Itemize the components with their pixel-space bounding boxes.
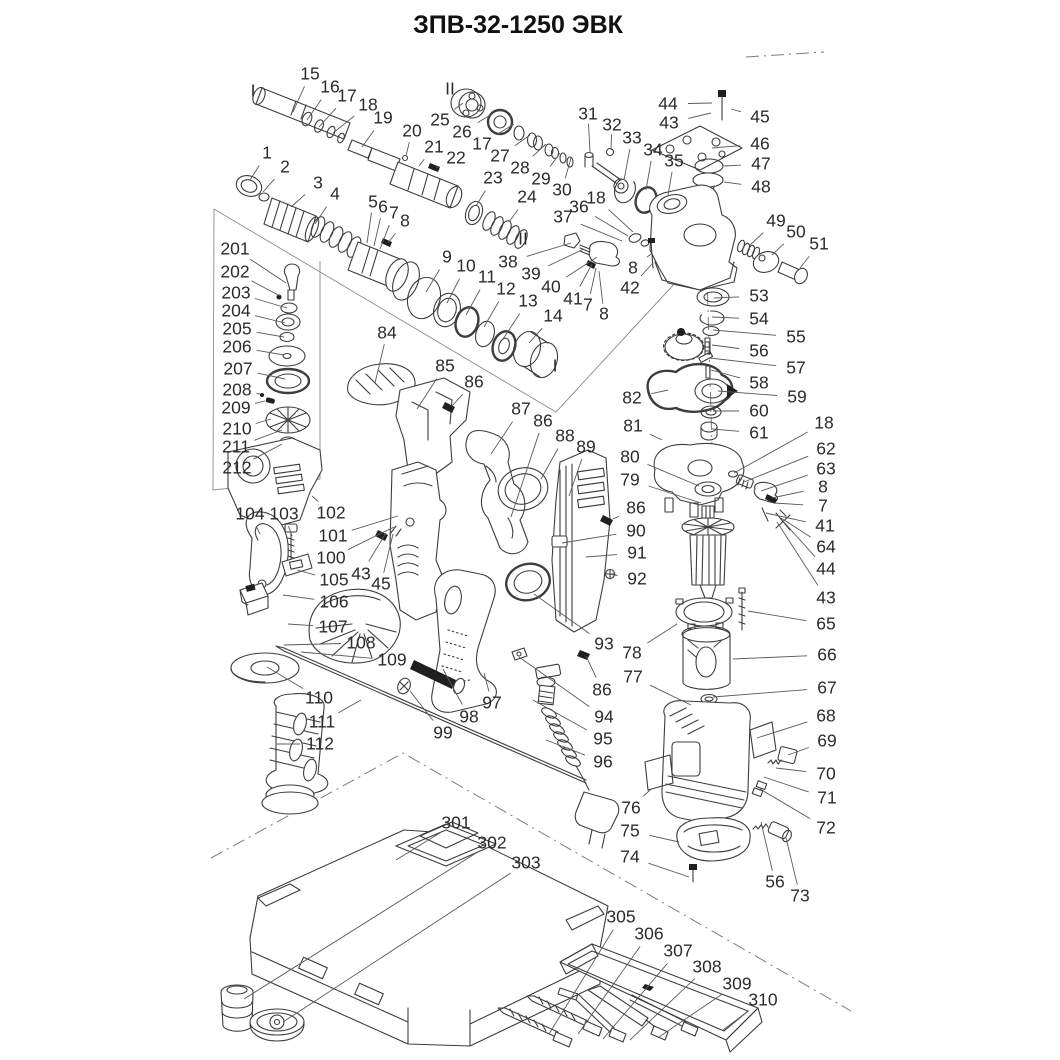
leader-line xyxy=(613,516,619,519)
leader-line xyxy=(595,216,628,236)
part-label-1: 1 xyxy=(262,142,272,163)
leader-line xyxy=(748,611,806,621)
part-label-8: 8 xyxy=(400,210,410,231)
part-label-86: 86 xyxy=(533,410,553,431)
leader-line xyxy=(750,233,763,245)
part-label-201: 201 xyxy=(220,238,250,259)
part-label-82: 82 xyxy=(622,387,642,408)
gear-column-group xyxy=(648,288,738,440)
part-label-81: 81 xyxy=(623,415,643,436)
leader-line xyxy=(367,213,372,244)
part-label-308: 308 xyxy=(692,956,722,977)
leader-line xyxy=(252,281,281,296)
part-label-3: 3 xyxy=(313,172,323,193)
leader-line xyxy=(283,595,314,599)
part-label-58: 58 xyxy=(749,372,769,393)
leader-line xyxy=(599,271,603,304)
part-label-96: 96 xyxy=(593,751,613,772)
motor-housing-group xyxy=(645,701,797,882)
leader-line xyxy=(648,863,689,877)
part-label-24: 24 xyxy=(517,186,537,207)
part-label-18: 18 xyxy=(586,187,606,208)
part-label-32: 32 xyxy=(602,114,622,135)
leader-line xyxy=(650,434,662,440)
leader-line xyxy=(650,685,691,705)
leader-line xyxy=(257,332,284,337)
leader-line xyxy=(731,109,741,112)
part-label-7: 7 xyxy=(818,495,828,516)
part-label-54: 54 xyxy=(749,308,769,329)
part-label-100: 100 xyxy=(316,547,346,568)
part-label-63: 63 xyxy=(816,458,836,479)
leader-line xyxy=(781,518,811,537)
part-label-89: 89 xyxy=(576,436,596,457)
part-label-33: 33 xyxy=(622,127,642,148)
part-label-60: 60 xyxy=(749,400,769,421)
part-label-25: 25 xyxy=(430,109,450,130)
part-label-80: 80 xyxy=(620,446,640,467)
part-label-77: 77 xyxy=(623,666,643,687)
part-label-94: 94 xyxy=(594,706,614,727)
part-label-38: 38 xyxy=(498,251,518,272)
part-label-104: 104 xyxy=(235,503,265,524)
part-label-74: 74 xyxy=(620,846,640,867)
leader-line xyxy=(466,290,480,316)
leader-line xyxy=(641,264,652,276)
mode-selector-group xyxy=(564,232,655,269)
leader-line xyxy=(609,210,633,232)
leader-line xyxy=(647,624,677,643)
part-label-305: 305 xyxy=(606,906,636,927)
part-label-107: 107 xyxy=(318,616,348,637)
part-label-7: 7 xyxy=(389,202,399,223)
part-label-45: 45 xyxy=(750,106,770,127)
part-label-18: 18 xyxy=(358,94,378,115)
part-label-204: 204 xyxy=(221,300,251,321)
part-label-6: 6 xyxy=(378,196,388,217)
leader-line xyxy=(581,224,622,241)
part-label-41: 41 xyxy=(563,288,583,309)
part-label-87: 87 xyxy=(511,398,531,419)
leader-line xyxy=(688,103,712,104)
part-label-42: 42 xyxy=(620,277,640,298)
part-label-103: 103 xyxy=(269,503,299,524)
part-label-203: 203 xyxy=(221,282,251,303)
leader-line xyxy=(724,165,741,166)
leader-line xyxy=(624,149,630,180)
part-label-17: 17 xyxy=(472,133,492,154)
part-label-4: 4 xyxy=(330,183,340,204)
part-label-9: 9 xyxy=(442,246,452,267)
part-label-90: 90 xyxy=(626,520,646,541)
part-label-102: 102 xyxy=(316,502,346,523)
leader-line xyxy=(406,142,409,156)
part-label-211: 211 xyxy=(222,436,250,457)
leader-line xyxy=(527,243,571,256)
leader-line xyxy=(426,270,440,292)
part-label-23: 23 xyxy=(483,167,503,188)
part-label-73: 73 xyxy=(790,885,810,906)
part-label-12: 12 xyxy=(496,278,516,299)
part-label-11: 11 xyxy=(477,266,497,287)
leader-line xyxy=(764,777,809,792)
part-label-97: 97 xyxy=(482,692,502,713)
leader-line xyxy=(611,134,612,150)
leader-line xyxy=(256,419,271,424)
leader-line xyxy=(688,113,711,118)
leader-line xyxy=(586,656,596,678)
part-label-49: 49 xyxy=(766,210,786,231)
part-label-29: 29 xyxy=(531,168,551,189)
part-label-93: 93 xyxy=(594,633,614,654)
leader-line xyxy=(509,210,518,223)
part-label-306: 306 xyxy=(634,923,664,944)
leader-line xyxy=(714,297,739,298)
leader-line xyxy=(297,570,315,575)
leader-line xyxy=(338,700,361,713)
part-label-72: 72 xyxy=(816,817,836,838)
part-label-310: 310 xyxy=(748,989,778,1010)
part-label-64: 64 xyxy=(816,536,836,557)
armature-group xyxy=(654,444,744,619)
part-label-26: 26 xyxy=(452,121,472,142)
part-label-45: 45 xyxy=(371,573,391,594)
part-label-31: 31 xyxy=(578,103,598,124)
part-label-61: 61 xyxy=(749,422,769,443)
part-label-17: 17 xyxy=(337,85,357,106)
leader-line xyxy=(733,656,807,659)
leader-line xyxy=(760,789,810,819)
leader-line xyxy=(565,158,571,179)
part-label-209: 209 xyxy=(221,397,251,418)
sub-assembly-201-212 xyxy=(260,264,310,460)
leader-line xyxy=(776,768,806,772)
part-label-84: 84 xyxy=(377,322,397,343)
part-label-51: 51 xyxy=(809,233,829,254)
part-label-41: 41 xyxy=(815,515,835,536)
part-label-95: 95 xyxy=(593,728,613,749)
part-label-202: 202 xyxy=(220,261,250,282)
part-label-301: 301 xyxy=(441,812,471,833)
part-label-7: 7 xyxy=(583,294,593,315)
part-label-85: 85 xyxy=(435,355,455,376)
leader-line xyxy=(713,690,807,697)
part-label-30: 30 xyxy=(552,179,572,200)
part-label-5: 5 xyxy=(368,191,378,212)
part-label-79: 79 xyxy=(620,469,640,490)
part-label-39: 39 xyxy=(521,263,541,284)
part-label-19: 19 xyxy=(373,107,393,128)
part-label-86: 86 xyxy=(592,679,612,700)
leader-line xyxy=(646,161,651,190)
part-label-91: 91 xyxy=(627,542,647,563)
part-label-22: 22 xyxy=(446,147,466,168)
leader-line xyxy=(257,350,284,355)
part-label-68: 68 xyxy=(816,705,836,726)
part-label-28: 28 xyxy=(510,157,530,178)
leader-line xyxy=(772,244,784,255)
leader-line xyxy=(348,527,394,550)
part-label-44: 44 xyxy=(658,93,678,114)
leader-line xyxy=(713,330,776,335)
leader-line xyxy=(712,317,739,318)
leader-line xyxy=(369,533,386,561)
leader-line xyxy=(712,345,739,349)
leader-line xyxy=(541,449,558,480)
part-label-2: 2 xyxy=(280,156,290,177)
part-label-10: 10 xyxy=(456,255,476,276)
part-label-86: 86 xyxy=(464,371,484,392)
leader-line xyxy=(774,503,803,505)
part-label-307: 307 xyxy=(663,940,693,961)
leader-line xyxy=(263,179,274,192)
part-label-16: 16 xyxy=(320,76,340,97)
part-label-78: 78 xyxy=(622,642,642,663)
part-label-105: 105 xyxy=(319,569,349,590)
part-label-70: 70 xyxy=(816,763,836,784)
part-label-8: 8 xyxy=(599,303,609,324)
part-label-I: I xyxy=(552,355,558,376)
part-label-14: 14 xyxy=(543,305,563,326)
part-label-76: 76 xyxy=(621,797,641,818)
leader-line xyxy=(786,838,797,885)
part-label-212: 212 xyxy=(222,457,252,478)
part-label-43: 43 xyxy=(351,563,371,584)
leader-line xyxy=(548,249,584,266)
leader-line xyxy=(589,124,591,152)
leader-line xyxy=(766,513,806,522)
part-label-8: 8 xyxy=(818,476,828,497)
part-label-75: 75 xyxy=(620,820,640,841)
part-label-15: 15 xyxy=(300,63,320,84)
part-label-112: 112 xyxy=(306,733,334,754)
part-label-34: 34 xyxy=(643,139,663,160)
part-label-27: 27 xyxy=(490,145,510,166)
part-label-99: 99 xyxy=(433,722,453,743)
leader-line xyxy=(374,218,380,246)
leader-line xyxy=(724,182,741,184)
part-label-106: 106 xyxy=(319,591,349,612)
part-label-56: 56 xyxy=(765,871,785,892)
part-label-109: 109 xyxy=(377,649,407,670)
part-label-205: 205 xyxy=(222,318,252,339)
part-label-18: 18 xyxy=(814,412,834,433)
part-label-71: 71 xyxy=(817,787,837,808)
leader-line xyxy=(312,496,318,502)
part-label-207: 207 xyxy=(223,358,253,379)
part-label-302: 302 xyxy=(477,832,507,853)
part-label-59: 59 xyxy=(787,386,807,407)
part-label-43: 43 xyxy=(816,587,836,608)
stator-group xyxy=(676,588,745,704)
part-label-48: 48 xyxy=(751,176,771,197)
leader-line xyxy=(651,390,668,394)
part-label-110: 110 xyxy=(305,687,333,708)
part-label-13: 13 xyxy=(518,290,538,311)
leader-line xyxy=(255,299,287,309)
part-label-88: 88 xyxy=(555,425,575,446)
part-label-II: II xyxy=(518,228,528,249)
leader-line xyxy=(649,835,679,842)
leader-line xyxy=(291,194,305,207)
part-label-37: 37 xyxy=(553,206,573,227)
part-label-46: 46 xyxy=(750,133,770,154)
part-label-50: 50 xyxy=(786,221,806,242)
part-label-35: 35 xyxy=(664,150,684,171)
part-label-55: 55 xyxy=(786,326,806,347)
part-label-II: II xyxy=(445,78,455,99)
part-label-56: 56 xyxy=(749,340,769,361)
part-label-108: 108 xyxy=(346,632,376,653)
part-label-20: 20 xyxy=(402,120,422,141)
leader-line xyxy=(255,316,285,323)
part-label-67: 67 xyxy=(817,677,837,698)
part-label-8: 8 xyxy=(628,257,638,278)
leader-line xyxy=(590,268,596,294)
leader-line xyxy=(643,789,651,796)
part-label-86: 86 xyxy=(626,497,646,518)
part-label-36: 36 xyxy=(569,196,589,217)
piston-group xyxy=(233,172,424,304)
part-label-210: 210 xyxy=(222,418,252,439)
part-label-111: 111 xyxy=(308,711,336,732)
clutch-bits-group xyxy=(736,474,790,530)
part-label-65: 65 xyxy=(816,613,836,634)
part-label-208: 208 xyxy=(222,379,252,400)
part-label-92: 92 xyxy=(627,568,647,589)
seal-rings-group xyxy=(402,273,562,381)
part-label-I: I xyxy=(250,80,256,101)
part-label-53: 53 xyxy=(749,285,769,306)
handle-column-group xyxy=(375,462,496,712)
part-label-206: 206 xyxy=(222,336,252,357)
leader-line xyxy=(800,256,809,268)
part-label-101: 101 xyxy=(318,525,348,546)
leader-line xyxy=(734,432,808,473)
part-label-40: 40 xyxy=(541,276,561,297)
leader-line xyxy=(503,314,520,339)
leader-line xyxy=(250,259,286,283)
leader-line xyxy=(419,159,424,166)
leader-line xyxy=(255,401,265,403)
part-label-303: 303 xyxy=(511,852,541,873)
leader-line xyxy=(362,131,374,148)
leader-line xyxy=(254,430,282,440)
leader-line xyxy=(410,691,433,721)
leader-line xyxy=(647,254,651,257)
diagram-title: ЗПВ-32-1250 ЭВК xyxy=(413,11,623,39)
part-label-21: 21 xyxy=(424,136,444,157)
part-label-69: 69 xyxy=(817,730,837,751)
part-label-57: 57 xyxy=(786,357,806,378)
case-group xyxy=(221,822,608,1046)
part-label-43: 43 xyxy=(659,112,679,133)
part-label-66: 66 xyxy=(817,644,837,665)
part-label-98: 98 xyxy=(459,706,479,727)
leader-line xyxy=(257,393,261,394)
leader-line xyxy=(447,279,460,304)
part-label-62: 62 xyxy=(816,438,836,459)
leader-line xyxy=(388,233,395,243)
part-label-47: 47 xyxy=(751,153,771,174)
part-label-44: 44 xyxy=(816,558,836,579)
part-label-309: 309 xyxy=(722,973,752,994)
